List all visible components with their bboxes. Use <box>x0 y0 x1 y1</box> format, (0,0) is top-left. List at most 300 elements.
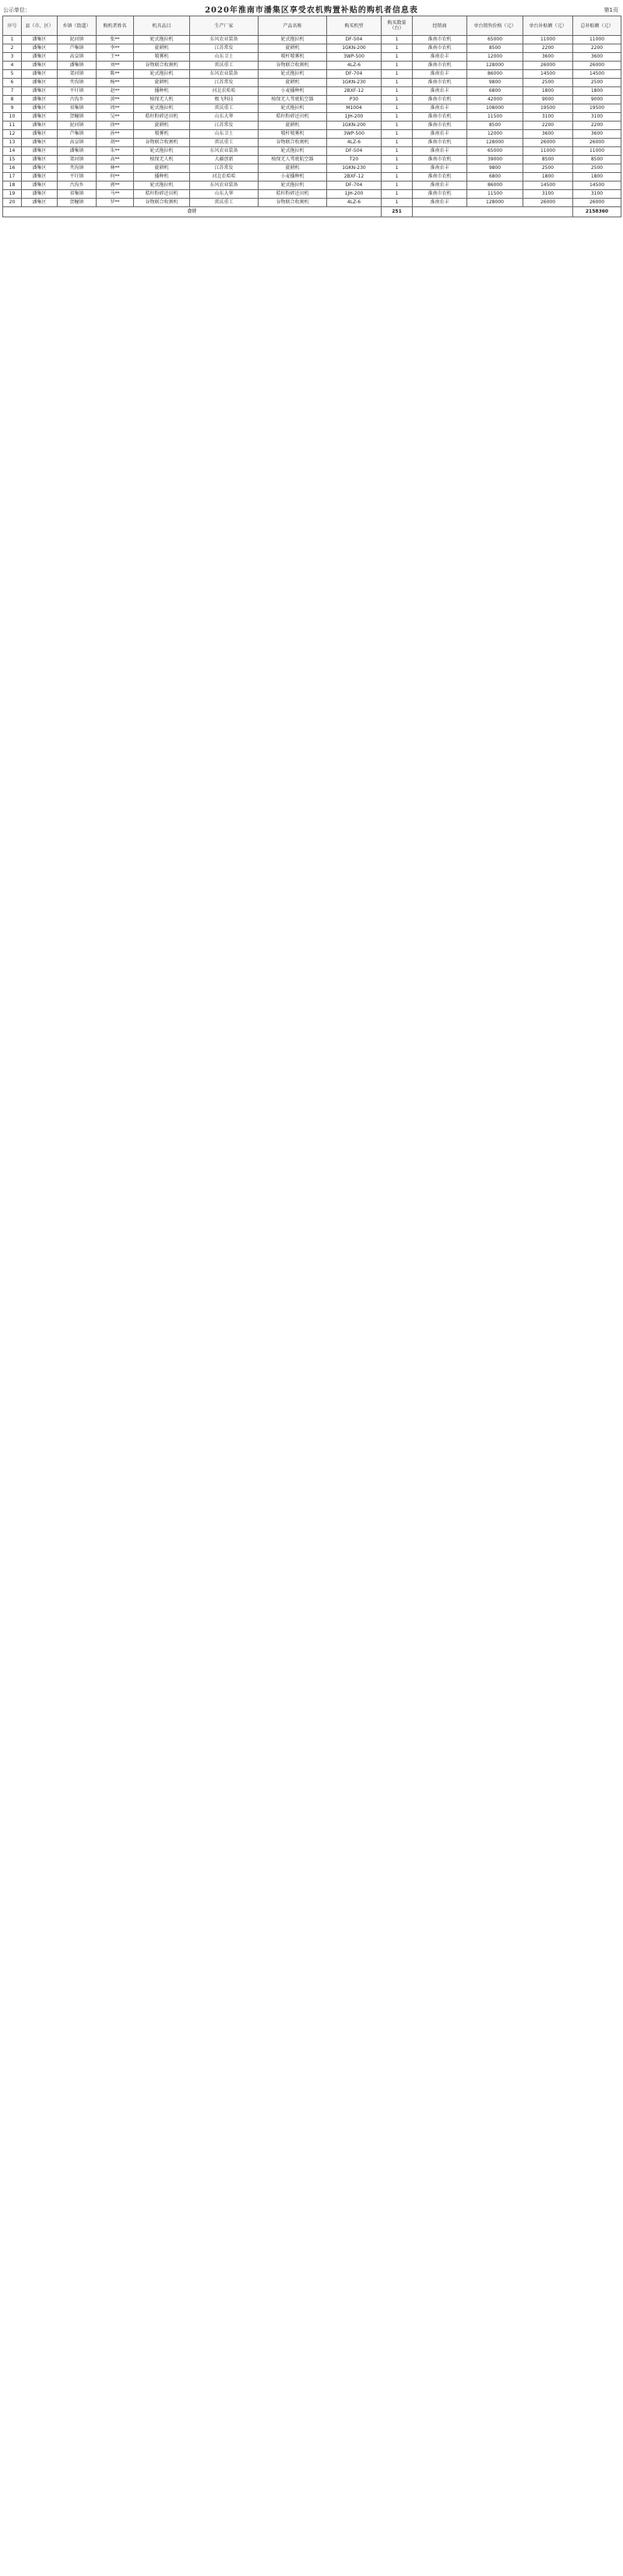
table-cell: 谷物联合收割机 <box>134 62 190 70</box>
table-cell: 2500 <box>523 79 573 87</box>
table-cell: 4LZ-6 <box>327 139 382 147</box>
table-cell: 4 <box>3 62 22 70</box>
table-cell: 淮南农丰 <box>413 53 467 62</box>
table-cell: 20 <box>3 199 22 207</box>
header-cell: 购机者姓名 <box>97 16 134 36</box>
table-cell: 淮南农丰 <box>413 104 467 113</box>
table-cell: 旋耕机 <box>259 79 327 87</box>
table-cell: 古沟乡 <box>58 96 97 104</box>
table-cell: 潘集区 <box>22 122 58 130</box>
total-count: 251 <box>382 207 413 217</box>
table-cell: 轮式拖拉机 <box>134 70 190 79</box>
header-cell: 序号 <box>3 16 22 36</box>
table-cell: 旋耕机 <box>259 122 327 130</box>
table-row <box>3 130 621 139</box>
table-cell: DF-504 <box>327 36 382 44</box>
table-cell: P30 <box>327 96 382 104</box>
table-cell: 1 <box>382 53 413 62</box>
table-cell: 15 <box>3 156 22 164</box>
table-cell: 轮式拖拉机 <box>259 70 327 79</box>
table-body <box>3 36 621 207</box>
table-cell: 朱** <box>97 147 134 156</box>
table-cell: 3100 <box>573 190 621 199</box>
table-cell: 9000 <box>573 96 621 104</box>
table-cell: 潘集区 <box>22 139 58 147</box>
table-cell: 8500 <box>467 122 523 130</box>
table-cell: 128000 <box>467 139 523 147</box>
table-cell: 11000 <box>523 36 573 44</box>
table-cell: 潘集区 <box>22 79 58 87</box>
header-cell: 经销商 <box>413 16 467 36</box>
table-cell: 1 <box>382 164 413 173</box>
table-cell: 潘集区 <box>22 156 58 164</box>
table-cell: 26000 <box>573 62 621 70</box>
table-cell: 11500 <box>467 190 523 199</box>
page-title: 2020年淮南市潘集区享受农机购置补贴的购机者信息表 <box>205 6 418 15</box>
table-cell: 喷雾机 <box>134 53 190 62</box>
table-cell: 26000 <box>523 62 573 70</box>
table-cell: 夹沟镇 <box>58 164 97 173</box>
table-cell: 旋耕机 <box>134 122 190 130</box>
table-row <box>3 113 621 122</box>
table-cell: 2200 <box>573 44 621 53</box>
table-cell: 2 <box>3 44 22 53</box>
table-cell: 13 <box>3 139 22 147</box>
table-row <box>3 104 621 113</box>
table-cell: 喷雾机 <box>134 130 190 139</box>
table-row <box>3 87 621 96</box>
table-cell: 小麦播种机 <box>259 87 327 96</box>
table-cell: 2500 <box>573 79 621 87</box>
table-cell: 植保无人驾驶航空器 <box>259 156 327 164</box>
table-cell: 江苏常发 <box>190 164 259 173</box>
table-cell: 淮南市农机 <box>413 139 467 147</box>
table-cell: 26000 <box>573 139 621 147</box>
table-cell: 淮南市农机 <box>413 122 467 130</box>
table-cell: 2200 <box>523 122 573 130</box>
table-cell: 高皇镇 <box>58 139 97 147</box>
table-cell: 河北农哈哈 <box>190 173 259 181</box>
table-cell: 播种机 <box>134 173 190 181</box>
table-cell: 3600 <box>573 53 621 62</box>
table-cell: 2BXF-12 <box>327 173 382 181</box>
table-cell: 17 <box>3 173 22 181</box>
table-row <box>3 190 621 199</box>
table-cell: 9800 <box>467 79 523 87</box>
table-cell: 喷杆喷雾机 <box>259 130 327 139</box>
table-cell: 谷物联合收割机 <box>259 199 327 207</box>
table-cell: 泥河镇 <box>58 122 97 130</box>
table-total-row <box>3 207 621 217</box>
table-cell: 轮式拖拉机 <box>259 36 327 44</box>
table-cell: 3WP-500 <box>327 53 382 62</box>
table-cell: 雷沃重工 <box>190 62 259 70</box>
table-cell: 秸秆粉碎还田机 <box>259 113 327 122</box>
table-cell: 1 <box>382 122 413 130</box>
table-cell: 19500 <box>523 104 573 113</box>
table-cell: 2500 <box>573 164 621 173</box>
table-cell: 雷沃重工 <box>190 139 259 147</box>
table-cell: 8500 <box>467 44 523 53</box>
table-cell: 淮南市农机 <box>413 113 467 122</box>
table-cell: 轮式拖拉机 <box>134 147 190 156</box>
table-cell: 3100 <box>573 113 621 122</box>
table-cell: 2200 <box>523 44 573 53</box>
table-cell: 潘集镇 <box>58 147 97 156</box>
table-row <box>3 79 621 87</box>
table-cell: 39000 <box>467 156 523 164</box>
table-cell: 胡** <box>97 139 134 147</box>
table-cell: 潘集区 <box>22 181 58 190</box>
table-cell: 轮式拖拉机 <box>259 147 327 156</box>
table-cell: 马** <box>97 190 134 199</box>
table-cell: 19 <box>3 190 22 199</box>
table-cell: 徐** <box>97 122 134 130</box>
table-row <box>3 36 621 44</box>
table-cell: 1GKN-230 <box>327 79 382 87</box>
table-cell: T20 <box>327 156 382 164</box>
table-cell: 1 <box>382 147 413 156</box>
table-cell: 5 <box>3 70 22 79</box>
header-cell: 产品名称 <box>259 16 327 36</box>
table-cell: 潘集区 <box>22 53 58 62</box>
table-cell: 1GKN-230 <box>327 164 382 173</box>
table-row <box>3 122 621 130</box>
table-cell: 刘** <box>97 62 134 70</box>
table-cell: 山东大华 <box>190 190 259 199</box>
table-cell: 淮南农丰 <box>413 181 467 190</box>
table-cell: 2200 <box>573 122 621 130</box>
table-row <box>3 139 621 147</box>
table-cell: 淮南市农机 <box>413 96 467 104</box>
table-cell: 何** <box>97 173 134 181</box>
table-cell: 极飞科技 <box>190 96 259 104</box>
table-cell: 14500 <box>523 70 573 79</box>
table-cell: 吴** <box>97 113 134 122</box>
table-cell: 张** <box>97 36 134 44</box>
table-cell: 9000 <box>523 96 573 104</box>
table-cell: 6800 <box>467 173 523 181</box>
table-cell: 江苏常发 <box>190 79 259 87</box>
table-cell: 潘集区 <box>22 104 58 113</box>
header-cell: 购买机型 <box>327 16 382 36</box>
table-cell: 东风农业装备 <box>190 36 259 44</box>
table-cell: 旋耕机 <box>134 79 190 87</box>
table-cell: 山东卫士 <box>190 53 259 62</box>
table-cell: 潘集区 <box>22 36 58 44</box>
table-cell: 1GKN-200 <box>327 122 382 130</box>
table-cell: 8500 <box>523 156 573 164</box>
table-cell: 喷杆喷雾机 <box>259 53 327 62</box>
table-row <box>3 53 621 62</box>
table-cell: 潘集区 <box>22 62 58 70</box>
table-cell: 潘集区 <box>22 96 58 104</box>
table-cell: 1JH-200 <box>327 190 382 199</box>
table-cell: 1 <box>382 44 413 53</box>
table-cell: 秸秆粉碎还田机 <box>134 113 190 122</box>
table-cell: 8500 <box>573 156 621 164</box>
table-cell: 86000 <box>467 181 523 190</box>
table-cell: 1 <box>382 190 413 199</box>
table-cell: 轮式拖拉机 <box>134 104 190 113</box>
table-cell: 潘集区 <box>22 190 58 199</box>
table-cell: 平圩镇 <box>58 173 97 181</box>
table-cell: 泥河镇 <box>58 36 97 44</box>
table-cell: 86000 <box>467 70 523 79</box>
table-cell: 架河镇 <box>58 156 97 164</box>
table-row <box>3 70 621 79</box>
table-cell: 2BXF-12 <box>327 87 382 96</box>
table-cell: 1 <box>382 104 413 113</box>
table-cell: 淮南农丰 <box>413 87 467 96</box>
table-cell: 1 <box>382 181 413 190</box>
table-cell: 6 <box>3 79 22 87</box>
table-cell: 3600 <box>523 130 573 139</box>
table-cell: 11000 <box>523 147 573 156</box>
table-cell: 淮南市农机 <box>413 156 467 164</box>
table-cell: 128000 <box>467 199 523 207</box>
table-cell: 12000 <box>467 130 523 139</box>
table-cell: 4LZ-6 <box>327 199 382 207</box>
table-cell: 26000 <box>573 199 621 207</box>
table-cell: 谷物联合收割机 <box>134 199 190 207</box>
table-row <box>3 156 621 164</box>
table-cell: 大疆创新 <box>190 156 259 164</box>
table-cell: 9 <box>3 104 22 113</box>
table-cell: 淮南市农机 <box>413 79 467 87</box>
table-cell: 东风农业装备 <box>190 147 259 156</box>
table-cell: 3600 <box>523 53 573 62</box>
table-cell: 4LZ-6 <box>327 62 382 70</box>
table-cell: 1 <box>382 36 413 44</box>
table-cell: 19500 <box>573 104 621 113</box>
table-cell: 1 <box>382 70 413 79</box>
table-cell: 赵** <box>97 87 134 96</box>
table-cell: 潘集区 <box>22 130 58 139</box>
table-row <box>3 164 621 173</box>
table-cell: M1004 <box>327 104 382 113</box>
table-cell: 淮南农丰 <box>413 164 467 173</box>
table-cell: 小麦播种机 <box>259 173 327 181</box>
table-cell: 秸秆粉碎还田机 <box>259 190 327 199</box>
table-cell: 1 <box>382 113 413 122</box>
table-cell: 旋耕机 <box>259 164 327 173</box>
table-cell: 潘集区 <box>22 113 58 122</box>
table-cell: 1 <box>382 130 413 139</box>
table-cell: 旋耕机 <box>134 164 190 173</box>
table-cell: 播种机 <box>134 87 190 96</box>
table-cell: 10 <box>3 113 22 122</box>
table-cell: 雷沃重工 <box>190 104 259 113</box>
table-cell: 李** <box>97 44 134 53</box>
table-cell: 王** <box>97 53 134 62</box>
table-cell: 1 <box>382 199 413 207</box>
header-cell: 机具品目 <box>134 16 190 36</box>
table-cell: 轮式拖拉机 <box>134 36 190 44</box>
table-cell: 9800 <box>467 164 523 173</box>
table-cell: 26000 <box>523 199 573 207</box>
table-cell: 罗** <box>97 199 134 207</box>
table-cell: 1 <box>382 139 413 147</box>
table-cell: 淮南农丰 <box>413 147 467 156</box>
table-cell: 江苏常发 <box>190 44 259 53</box>
table-cell: 12 <box>3 130 22 139</box>
table-cell: 淮南市农机 <box>413 36 467 44</box>
table-cell: 谷物联合收割机 <box>259 62 327 70</box>
table-cell: 芦集镇 <box>58 44 97 53</box>
table-cell: 潘集区 <box>22 199 58 207</box>
table-cell: 潘集区 <box>22 70 58 79</box>
table-cell: 旋耕机 <box>134 44 190 53</box>
table-cell: 雷沃重工 <box>190 199 259 207</box>
table-cell: 1JH-200 <box>327 113 382 122</box>
header-cell: 单台补贴额（元） <box>523 16 573 36</box>
unit-label: 公示单位： <box>3 7 30 13</box>
subsidy-table <box>2 16 621 217</box>
table-cell: 淮南市农机 <box>413 44 467 53</box>
table-cell: 1 <box>382 87 413 96</box>
table-cell: 高皇镇 <box>58 53 97 62</box>
table-cell: 秸秆粉碎还田机 <box>134 190 190 199</box>
table-cell: 6800 <box>467 87 523 96</box>
table-cell: 12000 <box>467 53 523 62</box>
header-cell: 总补贴额（元） <box>573 16 621 36</box>
table-cell: 1 <box>382 156 413 164</box>
table-cell: 山东大华 <box>190 113 259 122</box>
table-cell: 轮式拖拉机 <box>259 104 327 113</box>
table-cell: 14500 <box>573 70 621 79</box>
table-cell: 黄** <box>97 96 134 104</box>
table-cell: 65000 <box>467 36 523 44</box>
table-cell: 陈** <box>97 70 134 79</box>
table-cell: 3100 <box>523 190 573 199</box>
table-cell: 周** <box>97 104 134 113</box>
table-cell: 谷物联合收割机 <box>134 139 190 147</box>
table-cell: 林** <box>97 164 134 173</box>
table-cell: 轮式拖拉机 <box>134 181 190 190</box>
table-cell: 1800 <box>523 87 573 96</box>
table-cell: DF-704 <box>327 70 382 79</box>
table-cell: 3WP-500 <box>327 130 382 139</box>
table-cell: 河北农哈哈 <box>190 87 259 96</box>
table-cell: 孙** <box>97 130 134 139</box>
table-cell: 芦集镇 <box>58 130 97 139</box>
table-cell: DF-704 <box>327 181 382 190</box>
table-row <box>3 44 621 53</box>
table-cell: 祁集镇 <box>58 104 97 113</box>
table-cell: 贺疃镇 <box>58 113 97 122</box>
table-cell: 淮南市农机 <box>413 62 467 70</box>
table-cell: 1800 <box>573 87 621 96</box>
table-cell: 架河镇 <box>58 70 97 79</box>
header-cell: 单台销售价格（元） <box>467 16 523 36</box>
table-cell: 平圩镇 <box>58 87 97 96</box>
table-cell: 植保无人机 <box>134 156 190 164</box>
table-cell: 108000 <box>467 104 523 113</box>
table-row <box>3 181 621 190</box>
total-label: 合计 <box>3 207 382 217</box>
page-label: 第1页 <box>604 7 618 13</box>
table-cell: 郭** <box>97 181 134 190</box>
table-cell: 潘集镇 <box>58 62 97 70</box>
total-subsidy: 2158360 <box>573 207 621 217</box>
table-cell: 潘集区 <box>22 173 58 181</box>
table-cell: 26000 <box>523 139 573 147</box>
table-cell: 轮式拖拉机 <box>259 181 327 190</box>
table-cell: 高** <box>97 156 134 164</box>
table-cell: 11 <box>3 122 22 130</box>
table-cell: 淮南市农机 <box>413 173 467 181</box>
table-cell: 植保无人机 <box>134 96 190 104</box>
table-cell: 淮南农丰 <box>413 199 467 207</box>
table-row <box>3 147 621 156</box>
table-row <box>3 173 621 181</box>
table-cell: 山东卫士 <box>190 130 259 139</box>
table-cell: 11500 <box>467 113 523 122</box>
table-cell: 古沟乡 <box>58 181 97 190</box>
table-cell: 1 <box>382 173 413 181</box>
table-cell: 潘集区 <box>22 164 58 173</box>
table-cell: 植保无人驾驶航空器 <box>259 96 327 104</box>
table-cell: 杨** <box>97 79 134 87</box>
table-cell: 18 <box>3 181 22 190</box>
table-cell: 1 <box>382 96 413 104</box>
table-cell: 江苏常发 <box>190 122 259 130</box>
table-cell: 1800 <box>523 173 573 181</box>
table-cell: 潘集区 <box>22 44 58 53</box>
header-cell: 乡镇（街道） <box>58 16 97 36</box>
table-cell: 1 <box>382 79 413 87</box>
table-row <box>3 199 621 207</box>
table-cell: 贺疃镇 <box>58 199 97 207</box>
table-cell: 3600 <box>573 130 621 139</box>
table-cell: 淮南农丰 <box>413 70 467 79</box>
table-cell: 东风农业装备 <box>190 70 259 79</box>
table-cell: 1 <box>3 36 22 44</box>
table-cell: 2500 <box>523 164 573 173</box>
table-cell: 1GKN-200 <box>327 44 382 53</box>
table-cell: 3100 <box>523 113 573 122</box>
table-cell: 14500 <box>523 181 573 190</box>
header-cell: 县（市、区） <box>22 16 58 36</box>
table-cell: 8 <box>3 96 22 104</box>
header-cell: 生产厂家 <box>190 16 259 36</box>
table-row <box>3 62 621 70</box>
table-cell: 潘集区 <box>22 87 58 96</box>
table-cell: 1800 <box>573 173 621 181</box>
table-cell: 淮南市农机 <box>413 190 467 199</box>
table-row <box>3 96 621 104</box>
table-cell: 42000 <box>467 96 523 104</box>
table-cell: 7 <box>3 87 22 96</box>
table-cell: 旋耕机 <box>259 44 327 53</box>
table-cell: 14500 <box>573 181 621 190</box>
table-cell: 夹沟镇 <box>58 79 97 87</box>
table-cell: 11000 <box>573 147 621 156</box>
table-cell: 128000 <box>467 62 523 70</box>
table-cell: 16 <box>3 164 22 173</box>
table-cell: 1 <box>382 62 413 70</box>
table-header-row <box>3 16 621 36</box>
table-cell: DF-504 <box>327 147 382 156</box>
table-cell: 65000 <box>467 147 523 156</box>
table-cell: 11000 <box>573 36 621 44</box>
table-cell: 东风农业装备 <box>190 181 259 190</box>
table-cell: 3 <box>3 53 22 62</box>
table-cell: 淮南农丰 <box>413 130 467 139</box>
table-cell: 谷物联合收割机 <box>259 139 327 147</box>
table-cell: 祁集镇 <box>58 190 97 199</box>
